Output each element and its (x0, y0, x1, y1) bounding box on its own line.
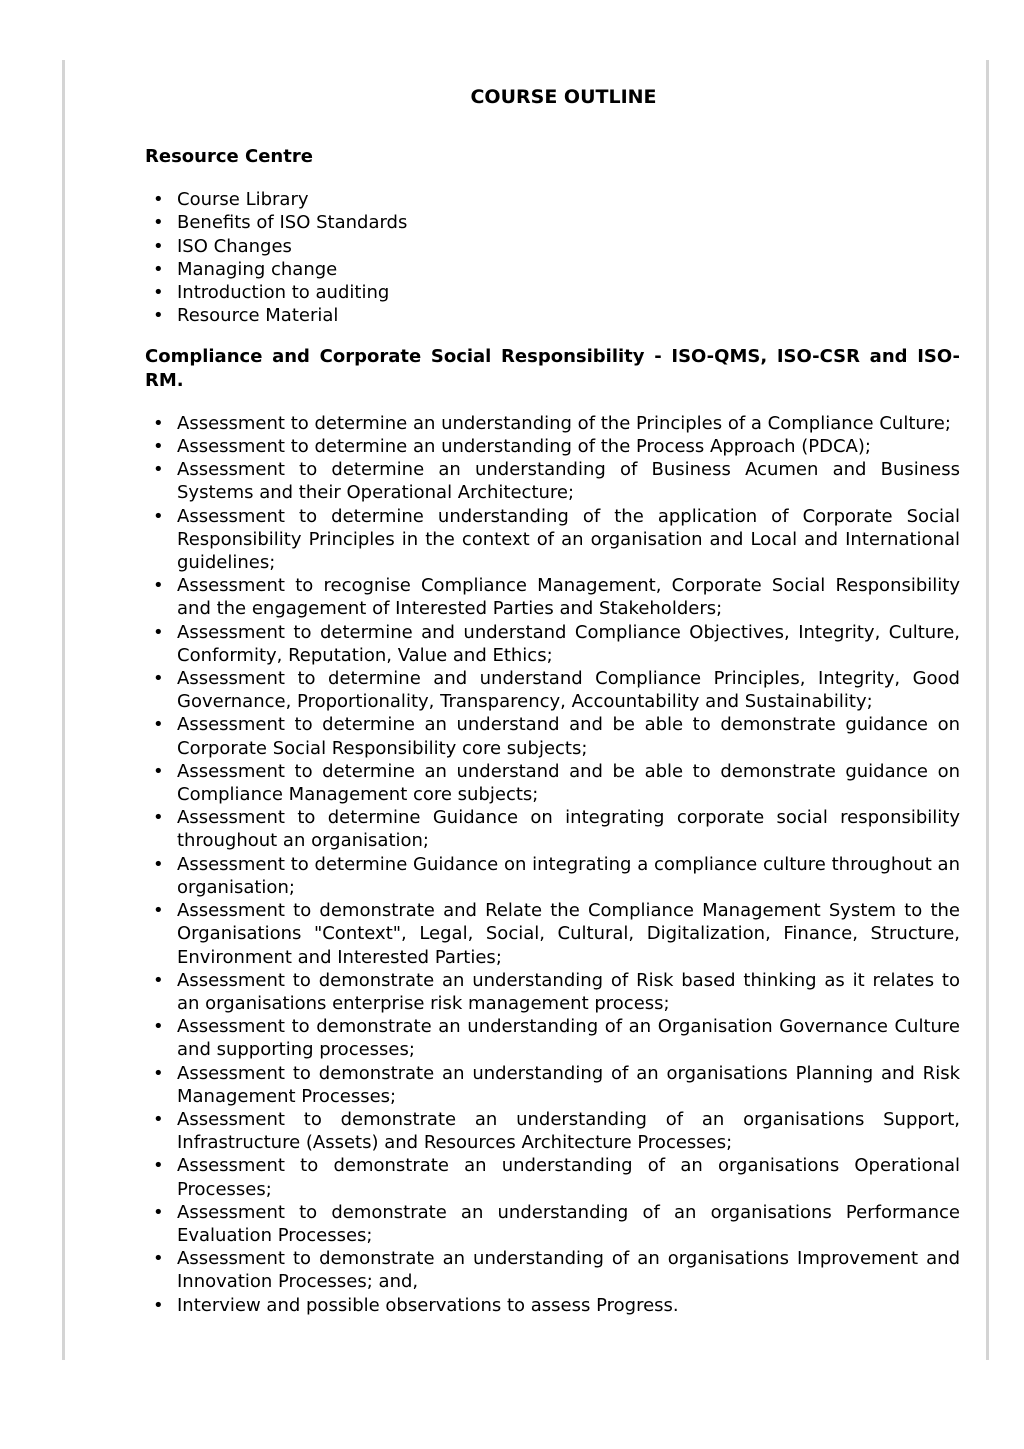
list-item: • Assessment to demonstrate an understanding of an Organisation Governance Culture and supporting processes; (145, 1015, 960, 1061)
list-item: • Assessment to demonstrate an understanding of an organisations Performance Evaluation Processes; (145, 1201, 960, 1247)
list-item: • Course Library (145, 188, 960, 211)
list-item: • Assessment to determine an understanding of Business Acumen and Business Systems and their Operational Architecture; (145, 458, 960, 504)
list-item: • Assessment to determine an understand and be able to demonstrate guidance on Compliance Management core subjects; (145, 760, 960, 806)
list-item: • Assessment to determine and understand Compliance Objectives, Integrity, Culture, Conformity, Reputation, Value and Ethics; (145, 621, 960, 667)
list-item: • Assessment to demonstrate and Relate the Compliance Management System to the Organisations "Context", Legal, Social, Cultural, Digitalization, Finance, Structure, Environment and Interested Parties; (145, 899, 960, 969)
list-item: • Assessment to demonstrate an understanding of an organisations Improvement and Innovation Processes; and, (145, 1247, 960, 1293)
list-item: • Resource Material (145, 304, 960, 327)
list-item: • Benefits of ISO Standards (145, 211, 960, 234)
list-item: • Managing change (145, 258, 960, 281)
section-heading-resource-centre: Resource Centre (145, 146, 313, 167)
list-item: • Assessment to demonstrate an understanding of an organisations Planning and Risk Management Processes; (145, 1062, 960, 1108)
list-item: • ISO Changes (145, 235, 960, 258)
compliance-assessment-list (145, 412, 960, 1317)
list-item: • Assessment to determine Guidance on integrating corporate social responsibility throughout an organisation; (145, 806, 960, 852)
list-item: • Assessment to determine understanding of the application of Corporate Social Responsibility Principles in the context of an organisation and Local and International guidelines; (145, 505, 960, 575)
list-item: • Introduction to auditing (145, 281, 960, 304)
page-title: COURSE OUTLINE (470, 86, 657, 108)
list-item: • Interview and possible observations to assess Progress. (145, 1294, 960, 1317)
list-item: • Assessment to determine an understanding of the Process Approach (PDCA); (145, 435, 960, 458)
list-item: • Assessment to demonstrate an understanding of Risk based thinking as it relates to an organisations enterprise risk management process; (145, 969, 960, 1015)
list-item: • Assessment to determine and understand Compliance Principles, Integrity, Good Governance, Proportionality, Transparency, Accountability and Sustainability; (145, 667, 960, 713)
document-content (145, 78, 960, 1317)
list-item: • Assessment to determine Guidance on integrating a compliance culture throughout an organisation; (145, 853, 960, 899)
section-heading-compliance: Compliance and Corporate Social Responsibility - ISO-QMS, ISO-CSR and ISO-RM. (145, 346, 960, 391)
list-item: • Assessment to demonstrate an understanding of an organisations Support, Infrastructure (Assets) and Resources Architecture Processes; (145, 1108, 960, 1154)
list-item: • Assessment to demonstrate an understanding of an organisations Operational Processes; (145, 1154, 960, 1200)
resource-centre-list (145, 188, 960, 327)
list-item: • Assessment to determine an understand and be able to demonstrate guidance on Corporate Social Responsibility core subjects; (145, 713, 960, 759)
list-item: • Assessment to recognise Compliance Management, Corporate Social Responsibility and the engagement of Interested Parties and Stakeholders; (145, 574, 960, 620)
list-item: • Assessment to determine an understanding of the Principles of a Compliance Culture; (145, 412, 960, 435)
